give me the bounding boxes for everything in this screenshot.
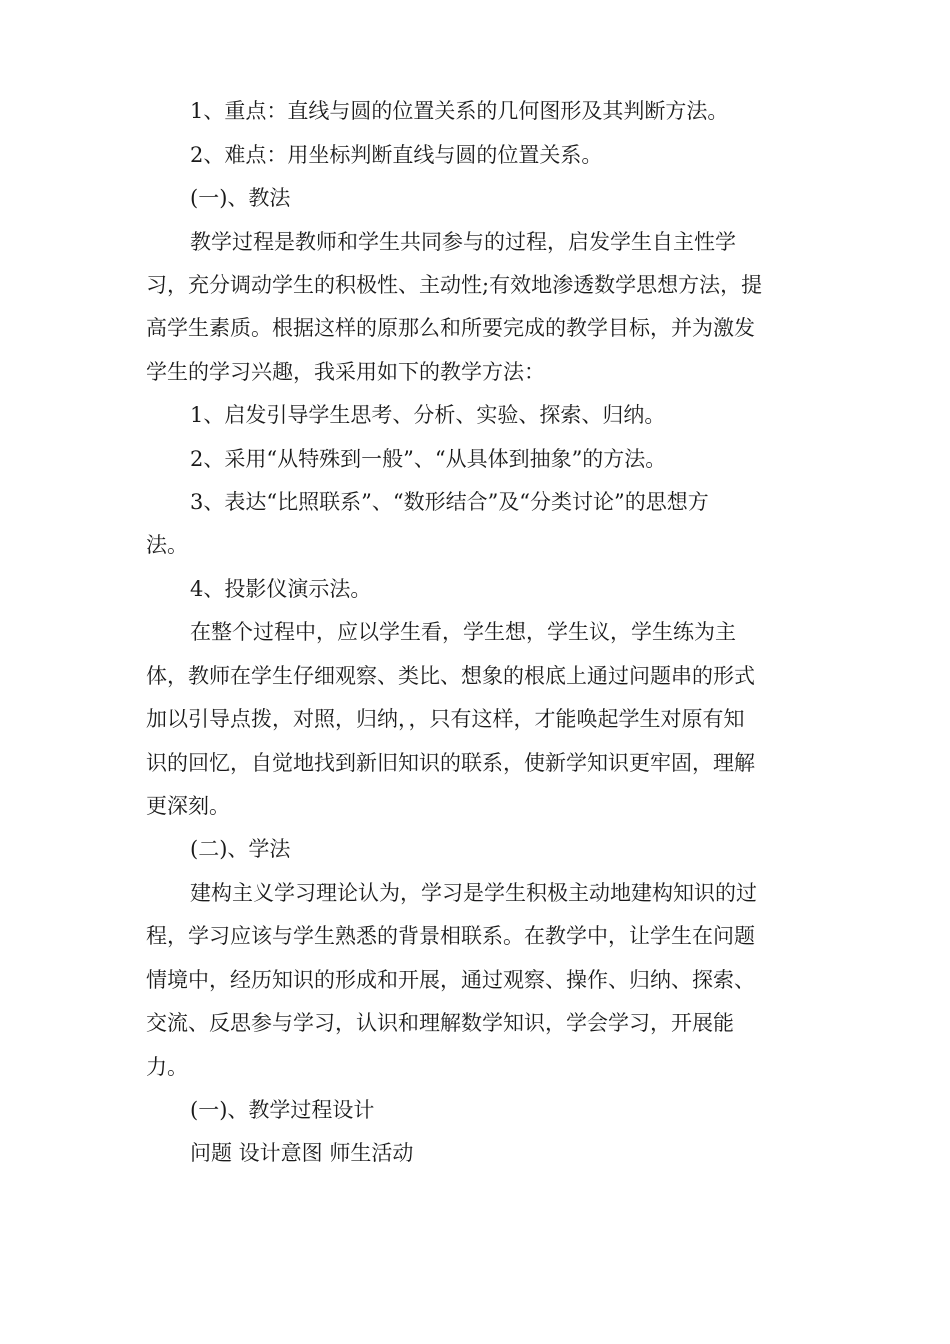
text-line: 高学生素质。根据这样的原那么和所要完成的教学目标，并为激发 — [146, 316, 755, 340]
text-line: 加以引导点拨，对照，归纳，，只有这样，才能唤起学生对原有知 — [146, 707, 745, 731]
text-line: 问题 设计意图 师生活动 — [190, 1141, 414, 1165]
text-line: 2、采用“从特殊到一般”、“从具体到抽象”的方法。 — [190, 447, 667, 471]
text-line: 程，学习应该与学生熟悉的背景相联系。在教学中，让学生在问题 — [146, 924, 755, 948]
text-line: 体，教师在学生仔细观察、类比、想象的根底上通过问题串的形式 — [146, 664, 755, 688]
text-line: 教学过程是教师和学生共同参与的过程，启发学生自主性学 — [190, 230, 736, 254]
section-heading: (一)、教法 — [190, 186, 291, 210]
text-line: 在整个过程中，应以学生看，学生想，学生议，学生练为主 — [190, 620, 736, 644]
text-line: 更深刻。 — [146, 794, 230, 818]
text-line: 1、重点：直线与圆的位置关系的几何图形及其判断方法。 — [190, 99, 729, 123]
text-line: 识的回忆，自觉地找到新旧知识的联系，使新学知识更牢固，理解 — [146, 751, 755, 775]
text-line: 习，充分调动学生的积极性、主动性;有效地渗透数学思想方法，提 — [146, 273, 763, 297]
text-line: 1、启发引导学生思考、分析、实验、探索、归纳。 — [190, 403, 666, 427]
text-line: 学生的学习兴趣，我采用如下的教学方法： — [146, 360, 545, 384]
text-line: 建构主义学习理论认为，学习是学生积极主动地建构知识的过 — [190, 881, 757, 905]
section-heading: (一)、教学过程设计 — [190, 1098, 375, 1122]
text-line: 情境中，经历知识的形成和开展，通过观察、操作、归纳、探索、 — [146, 968, 755, 992]
section-heading: (二)、学法 — [190, 837, 291, 861]
text-line: 2、难点：用坐标判断直线与圆的位置关系。 — [190, 143, 603, 167]
text-line: 力。 — [146, 1055, 188, 1079]
text-line: 3、表达“比照联系”、“数形结合”及“分类讨论”的思想方 — [190, 490, 709, 514]
text-line: 法。 — [146, 533, 188, 557]
text-line: 4、投影仪演示法。 — [190, 577, 372, 601]
text-line: 交流、反思参与学习，认识和理解数学知识，学会学习，开展能 — [146, 1011, 734, 1035]
